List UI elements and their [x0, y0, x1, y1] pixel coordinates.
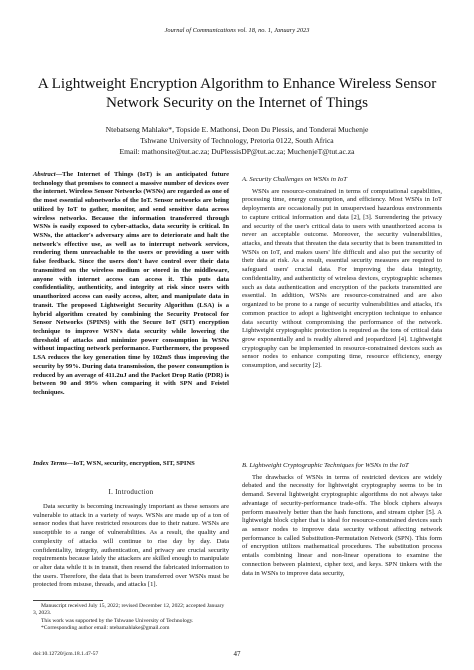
- footnotes: [33, 603, 229, 632]
- footnote-support: This work was supported by the Tshwane University of Technology.: [41, 617, 194, 624]
- introduction-body: [33, 503, 229, 590]
- index-terms-label: Index Terms: [33, 460, 67, 467]
- section-a: [242, 176, 442, 371]
- footnote-rule: [33, 600, 103, 601]
- section-heading-a: A. Security Challenges on WSNs in IoT: [242, 176, 347, 183]
- abstract: [33, 171, 229, 398]
- author-block: [20, 124, 454, 157]
- index-terms-text: —IoT, WSN, security, encryption, SIT, SPINS: [66, 460, 195, 467]
- footnote-manuscript: Manuscript received July 15, 2022; revised December 12, 2022; accepted January 3, 2023.: [33, 603, 225, 617]
- footnote-corresponding: *Corresponding author email: ntebamahlake@gmail.com: [41, 624, 170, 631]
- section-b-paragraph: The drawbacks of WSNs in terms of restricted devices are widely debated and the necessity for lightweight cryptography seems to be in demand. Several lightweight cryptographic algorithms do not always take advantage of security-performance trade-offs. The block ciphers always perform massively better than the hash functions, and stream cipher [5]. A lightweight block cipher that is ideal for resource-constrained devices such as sensor nodes to improve data security without affecting network performance is called Substitution-Permutation Network (SPN). This form of encryption utilizes mathematical procedures. The substitution process entails combining linear and non-linear operations to examine the connection between plaintext, cipher text, and keys. SPN tinkers with the data in WSNs to improve data security,: [242, 473, 442, 577]
- abstract-label: Abstract: [33, 171, 56, 178]
- section-b: [242, 462, 442, 578]
- section-a-paragraph: WSNs are resource-constrained in terms of computational capabilities, processing time, energy consumption, and efficiency. Most WSNs in IoT deployments are occasionally put in unsupervised hazardous environments to capture critical information and data [2], [3]. Surrendering the privacy and security of the user's critical data to users with unauthorized access is never an acceptable outcome. Moreover, the security vulnerabilities, attacks, and threats that threaten the data security that is been transmitted in WSNs on IoT, and makes users' life difficult and also put the security of their data at risk. As a result, essential security measures are required to safeguard users' crucial data. For improving the data integrity, confidentiality, and authenticity of wireless devices, cryptographic schemes such as data authentication and encryption of the packets transmitted are essential. In addition, WSNs are resource-constrained and are also organized to be prone to a range of security vulnerabilities and attacks, it's common practice to adopt a lightweight encryption technique to enhance data security without compromising the performance of the network. Lightweight cryptographic protection is required as the tons of critical data grow exponentially and is readily altered and jeopardized [4]. Lightweight cryptography can be implemented in resource-constrained devices such as sensor nodes to enhance computing time, resource efficiency, energy consumption, and security [2].: [242, 187, 442, 370]
- section-heading-introduction: I. Introduction: [108, 488, 154, 496]
- doi: doi:10.12720/jcm.18.1.47-57: [33, 651, 99, 657]
- author-names: Ntebatseng Mahlake*, Topside E. Mathonsi, Deon Du Plessis, and Tonderai Muchenje: [105, 125, 369, 134]
- journal-header: Journal of Communications vol. 18, no. 1, January 2023: [164, 27, 310, 34]
- page-number: 47: [233, 650, 241, 658]
- index-terms: [33, 460, 229, 469]
- abstract-text: —The Internet of Things (IoT) is an anticipated future technology that promises to connect a massive number of devices over the internet. Wireless Sensor Networks (WSNs) are regarded as one of the most essential subnetworks of the IoT. Sensor networks are being utilized by IoT to gather, monitor, and send sensitive data across wireless networks. Because the information transferred through WSNs is easily exposed to cyber-attacks, data security is critical. In WSNs, the attacker's adversary aims are to deteriorate and halt the network's effective use, as well as to interrupt network services, rendering them unreachable to the users or providing a user with false feedback. Since the users don't have control over their data transmitted on the wireless medium or stored in the middleware, anyone with internet access can access it. This puts data confidentiality, authenticity, and integrity at risk since users with unauthorized access can easily access, alter, and manipulate data in transit. The proposed Lightweight Security Algorithm (LSA) is a hybrid algorithm created by combining the Security Protocol for Sensor Networks (SPINS) with the Secure IoT (SIT) encryption technique to improve WSN's data security while lowering the threshold of attacks and minimize power consumption in WSNs without impacting network performance. Furthermore, the proposed LSA reduces the key generation time by 102mS thus improving the security by 99%. During data transmission, the power consumption is reduced by an average of 411.2uJ and the Packet Drop Ratio (PDR) is between 90 and 99% when comparing it with SPN and Feistel techniques.: [33, 171, 229, 396]
- author-email: Email: mathonsite@tut.ac.za; DuPlessisDP@tut.ac.za; MuchenjeT@tut.ac.za: [119, 147, 355, 156]
- paper-title: A Lightweight Encryption Algorithm to Enhance Wireless Sensor Network Security on the Internet of Things: [37, 75, 437, 111]
- author-affiliation: Tshwane University of Technology, Pretoria 0122, South Africa: [140, 136, 334, 145]
- section-heading-b: B. Lightweight Cryptographic Techniques for WSNs in the IoT: [242, 462, 409, 469]
- introduction-paragraph: Data security is becoming increasingly important as these sensors are vulnerable to attack in a variety of ways. WSNs are made up of a ton of sensor nodes that have restricted resources due to their nature. WSNs are susceptible to a range of vulnerabilities. As a result, the quality and complexity of attacks will continue to rise day by day. Data confidentiality, integrity, authentication, and privacy are crucial security requirements because lately the attackers are skilled enough to manipulate or alter data while it is in transit, then resend the fabricated information to the users. Therefore, the data that is been transferred over WSNs must be protected from misuse, threads, and attacks [1].: [33, 503, 229, 589]
